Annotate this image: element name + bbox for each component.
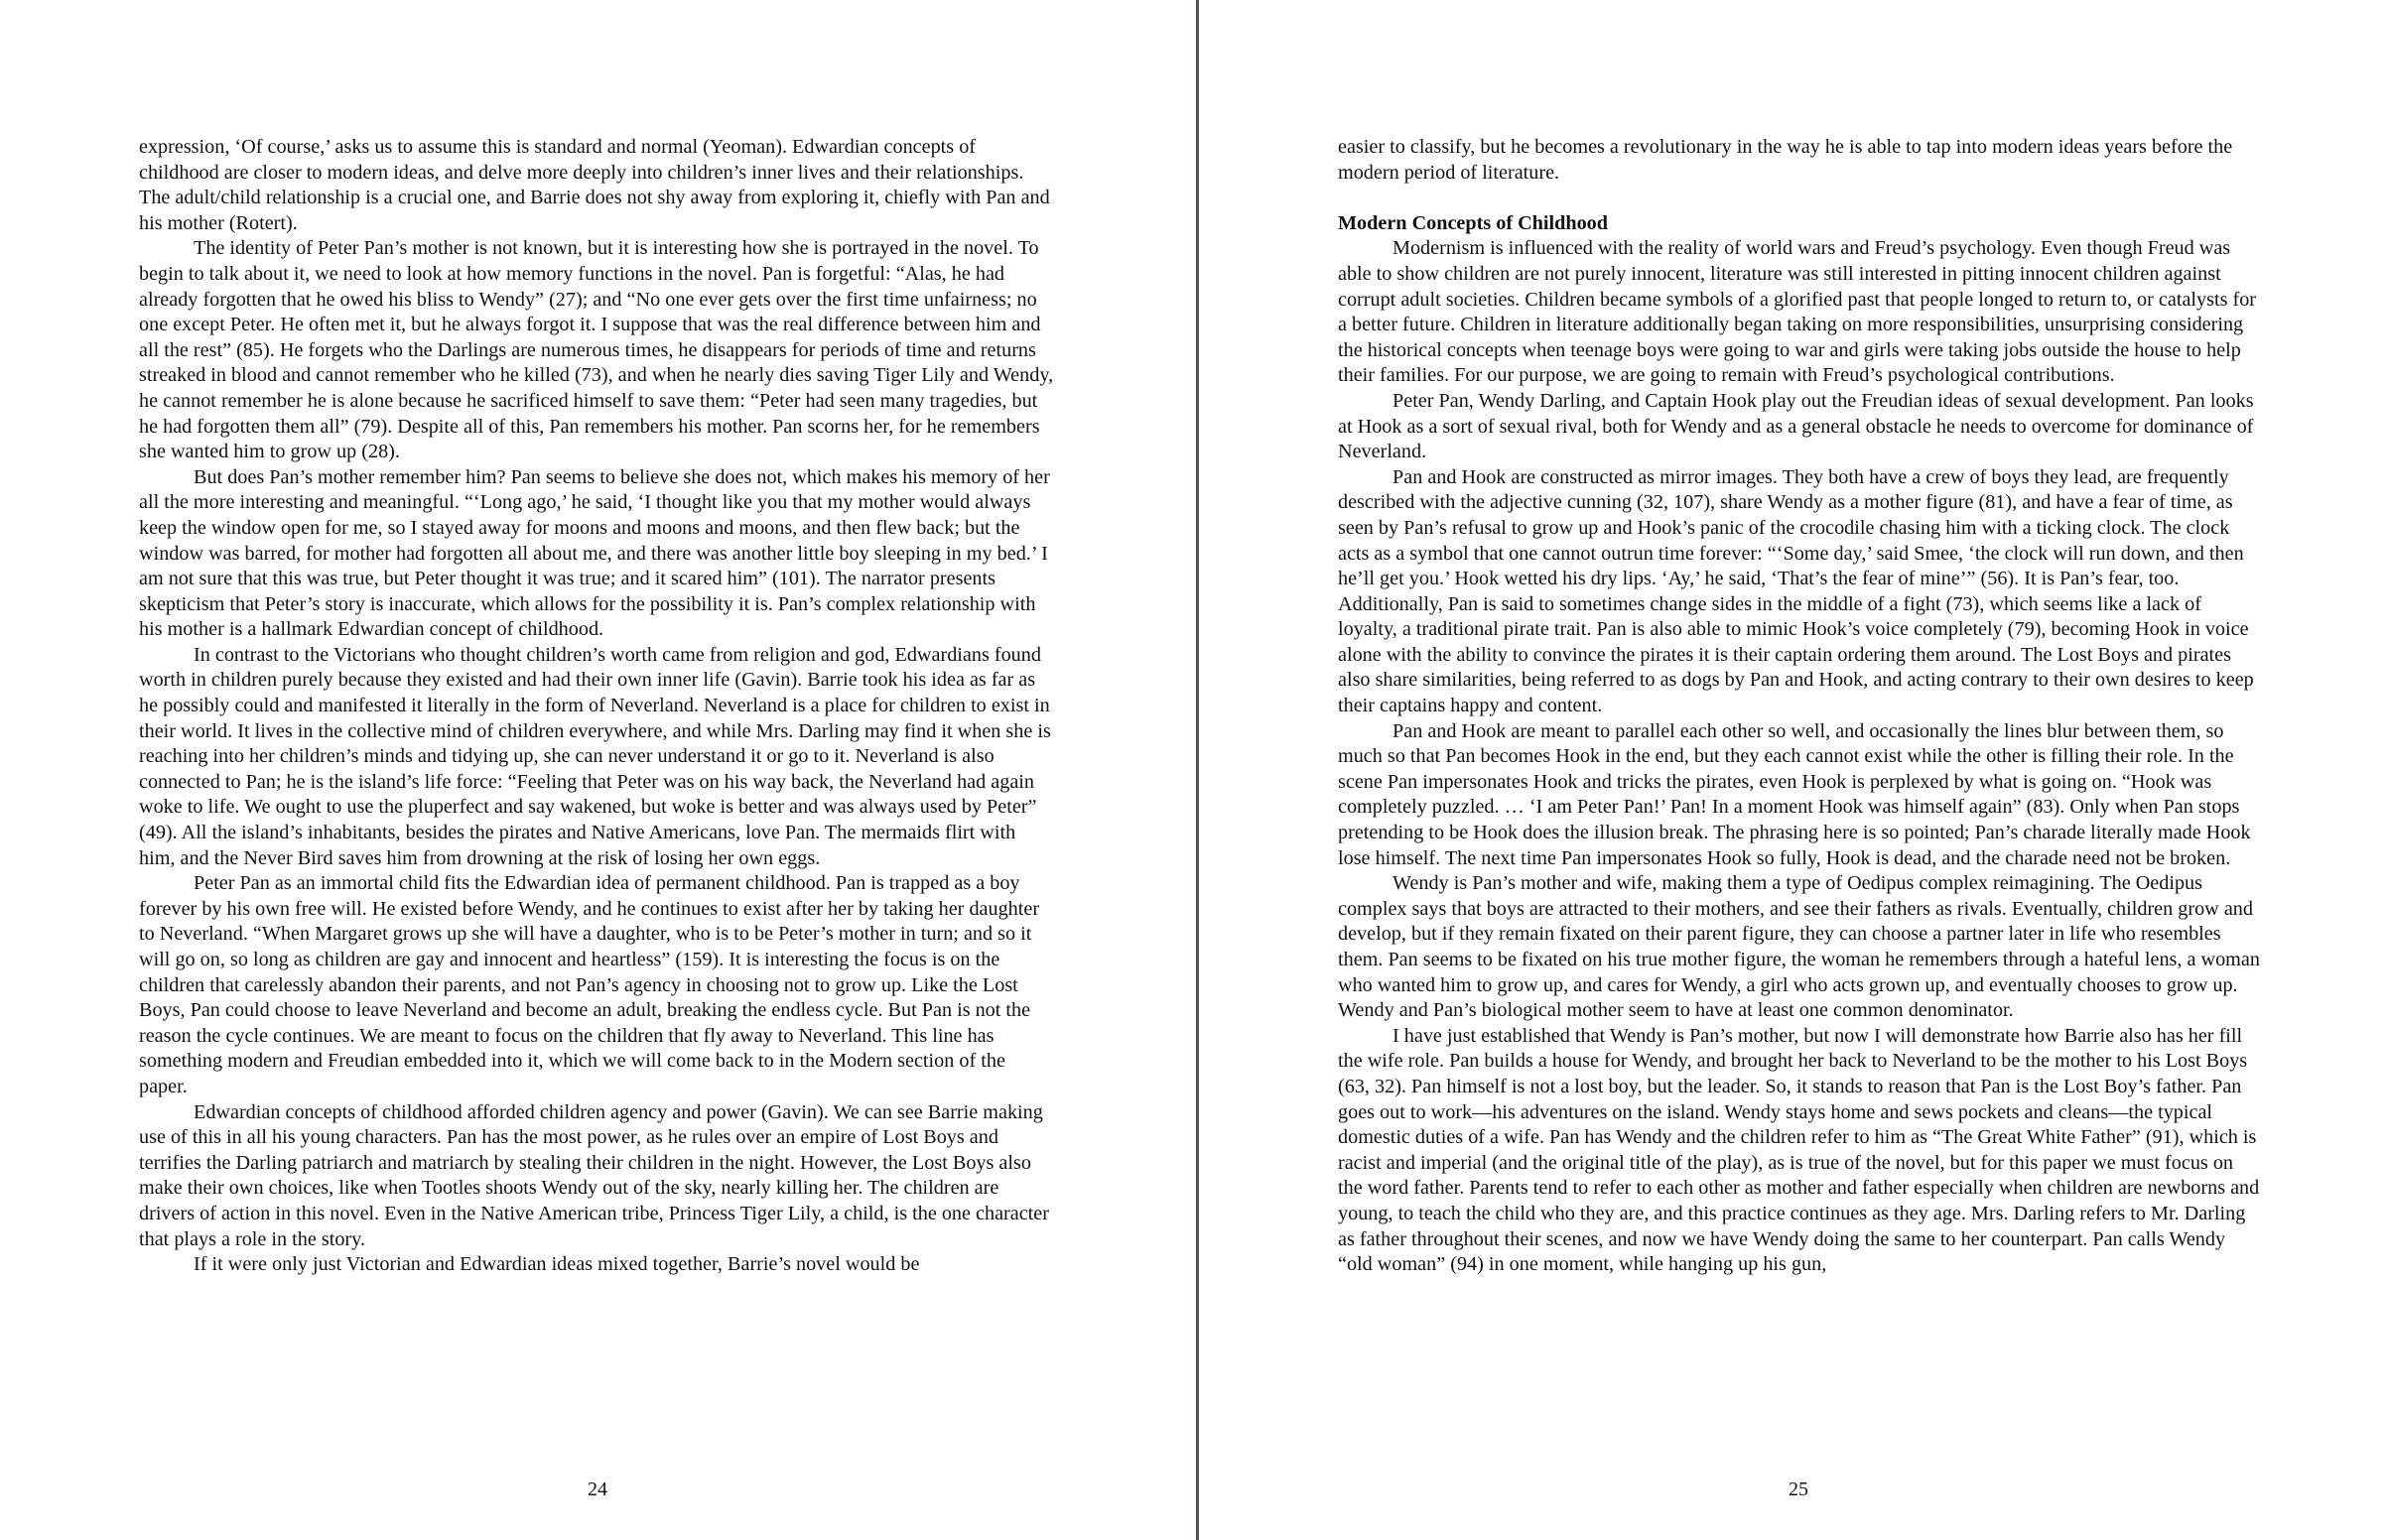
paragraph: Peter Pan, Wendy Darling, and Captain Hook play out the Freudian ideas of sexual development. Pan looks at Hook as a sort of sexual rival, both for Wendy and as a general obstacle he needs to overcome for dominance of Neverland. — [1338, 389, 2254, 463]
left-page-body — [139, 135, 1056, 1278]
right-page — [1338, 135, 2261, 1425]
paragraph: Modernism is influenced with the reality of world wars and Freud’s psychology. Even though Freud was able to show children are not purely innocent, literature was still interested in pitting innocent children against corrupt adult societies. Children became symbols of a glorified past that people longed to return to, or catalysts for a better future. Children in literature additionally began taking on more responsibilities, unsurprising considering the historical concepts when teenage boys were going to war and girls were taking jobs outside the house to help their families. For our purpose, we are going to remain with Freud’s psychological contributions. — [1338, 237, 2257, 387]
left-page — [139, 135, 1056, 1425]
paragraph: I have just established that Wendy is Pan’s mother, but now I will demonstrate how Barrie also has her fill the wife role. Pan builds a house for Wendy, and brought her back to Neverland to be the mother to his Lost Boys (63, 32). Pan himself is not a lost boy, but the leader. So, it stands to reason that Pan is the Lost Boy’s father. Pan goes out to work—his adventures on the island. Wendy stays home and sews pockets and cleans—the typical domestic duties of a wife. Pan has Wendy and the children refer to him as “The Great White Father” (91), which is racist and imperial (and the original title of the play), as is true of the novel, but for this paper we must focus on the word father. Parents tend to refer to each other as mother and father especially when children are newborns and young, to teach the child who they are, and this practice continues as they age. Mrs. Darling refers to Mr. Darling as father throughout their scenes, and now we have Wendy doing the same to her counterpart. Pan calls Wendy “old woman” (94) in one moment, while hanging up his gun, — [1338, 1024, 2260, 1276]
paragraph: easier to classify, but he becomes a revolutionary in the way he is able to tap into modern ideas years before the modern period of literature. — [1338, 136, 2233, 184]
paragraph: In contrast to the Victorians who thought children’s worth came from religion and god, Edwardians found worth in children purely because they existed and had their own inner life (Gavin). Barrie took his idea as far as he possibly could and manifested it literally in the form of Neverland. Neverland is a place for children to exist in their world. It lives in the collective mind of children everywhere, and while Mrs. Darling may find it when she is reaching into her children’s minds and tidying up, she can never understand it or go to it. Neverland is also connected to Pan; he is the island’s life force: “Feeling that Peter was on his way back, the Neverland had again woke to life. We ought to use the pluperfect and say wakened, but woke is better and was always used by Peter” (49). All the island’s inhabitants, besides the pirates and Native Americans, love Pan. The mermaids flirt with him, and the Never Bird saves him from drowning at the risk of losing her own eggs. — [139, 643, 1051, 869]
paragraph: Peter Pan as an immortal child fits the Edwardian idea of permanent childhood. Pan is trapped as a boy forever by his own free will. He existed before Wendy, and he continues to exist after her by taking her daughter to Neverland. “When Margaret grows up she will have a daughter, who is to be Peter’s mother in turn; and so it will go on, so long as children are gay and innocent and heartless” (159). It is interesting the focus is on the children that carelessly abandon their parents, and not Pan’s agency in choosing not to grow up. Like the Lost Boys, Pan could choose to leave Neverland and become an adult, breaking the endless cycle. But Pan is not the reason the cycle continues. We are meant to focus on the children that fly away to Neverland. This line has something modern and Freudian embedded into it, which we will come back to in the Modern section of the paper. — [139, 872, 1040, 1097]
paragraph: But does Pan’s mother remember him? Pan seems to believe she does not, which makes his memory of her all the more interesting and meaningful. “‘Long ago,’ he said, ‘I thought like you that my mother would always keep the window open for me, so I stayed away for moons and moons and moons, and then flew back; but the window was barred, for mother had forgotten all about me, and there was another little boy sleeping in my bed.’ I am not sure that this was true, but Peter thought it was true; and it scared him” (101). The narrator presents skepticism that Peter’s story is inaccurate, which allows for the possibility it is. Pan’s complex relationship with his mother is a hallmark Edwardian concept of childhood. — [139, 465, 1050, 641]
paragraph: Edwardian concepts of childhood afforded children agency and power (Gavin). We can see Barrie making use of this in all his young characters. Pan has the most power, as he rules over an empire of Lost Boys and terrifies the Darling patriarch and matriarch by stealing their children in the night. However, the Lost Boys also make their own choices, like when Tootles shoots Wendy out of the sky, nearly killing her. The children are drivers of action in this novel. Even in the Native American tribe, Princess Tiger Lily, a child, is the one character that plays a role in the story. — [139, 1100, 1049, 1250]
page-divider — [1196, 0, 1199, 1540]
right-page-body — [1338, 135, 2261, 1278]
page-number-right: 25 — [1789, 1478, 1808, 1500]
paragraph: Pan and Hook are constructed as mirror images. They both have a crew of boys they lead, are frequently described with the adjective cunning (32, 107), share Wendy as a mother figure (81), and have a fear of time, as seen by Pan’s refusal to grow up and Hook’s panic of the crocodile chasing him with a ticking clock. The clock acts as a symbol that one cannot outrun time forever: “‘Some day,’ said Smee, ‘the clock will run down, and then he’ll get you.’ Hook wetted his dry lips. ‘Ay,’ he said, ‘That’s the fear of mine’” (56). It is Pan’s fear, too. Additionally, Pan is said to sometimes change sides in the middle of a fight (73), which seems like a lack of loyalty, a traditional pirate trait. Pan is also able to mimic Hook’s voice completely (79), becoming Hook in voice alone with the ability to convince the pirates it is their captain ordering them around. The Lost Boys and pirates also share similarities, being referred to as dogs by Pan and Hook, and acting contrary to their own desires to keep their captains happy and content. — [1338, 465, 2254, 717]
section-heading: Modern Concepts of Childhood — [1338, 211, 1608, 234]
paragraph: expression, ‘Of course,’ asks us to assume this is standard and normal (Yeoman). Edwardian concepts of childhood are closer to modern ideas, and delve more deeply into children’s inner lives and their relationships. The adult/child relationship is a crucial one, and Barrie does not shy away from exploring it, chiefly with Pan and his mother (Rotert). — [139, 136, 1050, 234]
paragraph: Wendy is Pan’s mother and wife, making them a type of Oedipus complex reimagining. The Oedipus complex says that boys are attracted to their mothers, and see their fathers as rivals. Eventually, children grow and develop, but if they remain fixated on their parent figure, they can choose a partner later in life who resembles them. Pan seems to be fixated on his true mother figure, the woman he remembers through a hateful lens, a woman who wanted him to grow up, and cares for Wendy, a girl who acts grown up, and eventually chooses to grow up. Wendy and Pan’s biological mother seem to have at least one common denominator. — [1338, 872, 2260, 1022]
paragraph: Pan and Hook are meant to parallel each other so well, and occasionally the lines blur between them, so much so that Pan becomes Hook in the end, but they each cannot exist while the other is filling their role. In the scene Pan impersonates Hook and tricks the pirates, even Hook is perplexed by what is going on. “Hook was completely puzzled. … ‘I am Peter Pan!’ Pan! In a moment Hook was himself again” (83). Only when Pan stops pretending to be Hook does the illusion break. The phrasing here is so pointed; Pan’s charade literally made Hook lose himself. The next time Pan impersonates Hook so fully, Hook is dead, and the charade need not be broken. — [1338, 719, 2251, 869]
paragraph: The identity of Peter Pan’s mother is not known, but it is interesting how she is portrayed in the novel. To begin to talk about it, we need to look at how memory functions in the novel. Pan is forgetful: “Alas, he had already forgotten that he owed his bliss to Wendy” (27); and “No one ever gets over the first time unfairness; no one except Peter. He often met it, but he always forgot it. I suppose that was the real difference between him and all the rest” (85). He forgets who the Darlings are numerous times, he disappears for periods of time and returns streaked in blood and cannot remember who he killed (73), and when he nearly dies saving Tiger Lily and Wendy, he cannot remember he is alone because he sacrificed himself to save them: “Peter had seen many tragedies, but he had forgotten them all” (79). Despite all of this, Pan remembers his mother. Pan scorns her, for he remembers she wanted him to grow up (28). — [139, 237, 1054, 463]
page-number-left: 24 — [588, 1478, 607, 1500]
paragraph: If it were only just Victorian and Edwardian ideas mixed together, Barrie’s novel would be — [194, 1253, 920, 1276]
